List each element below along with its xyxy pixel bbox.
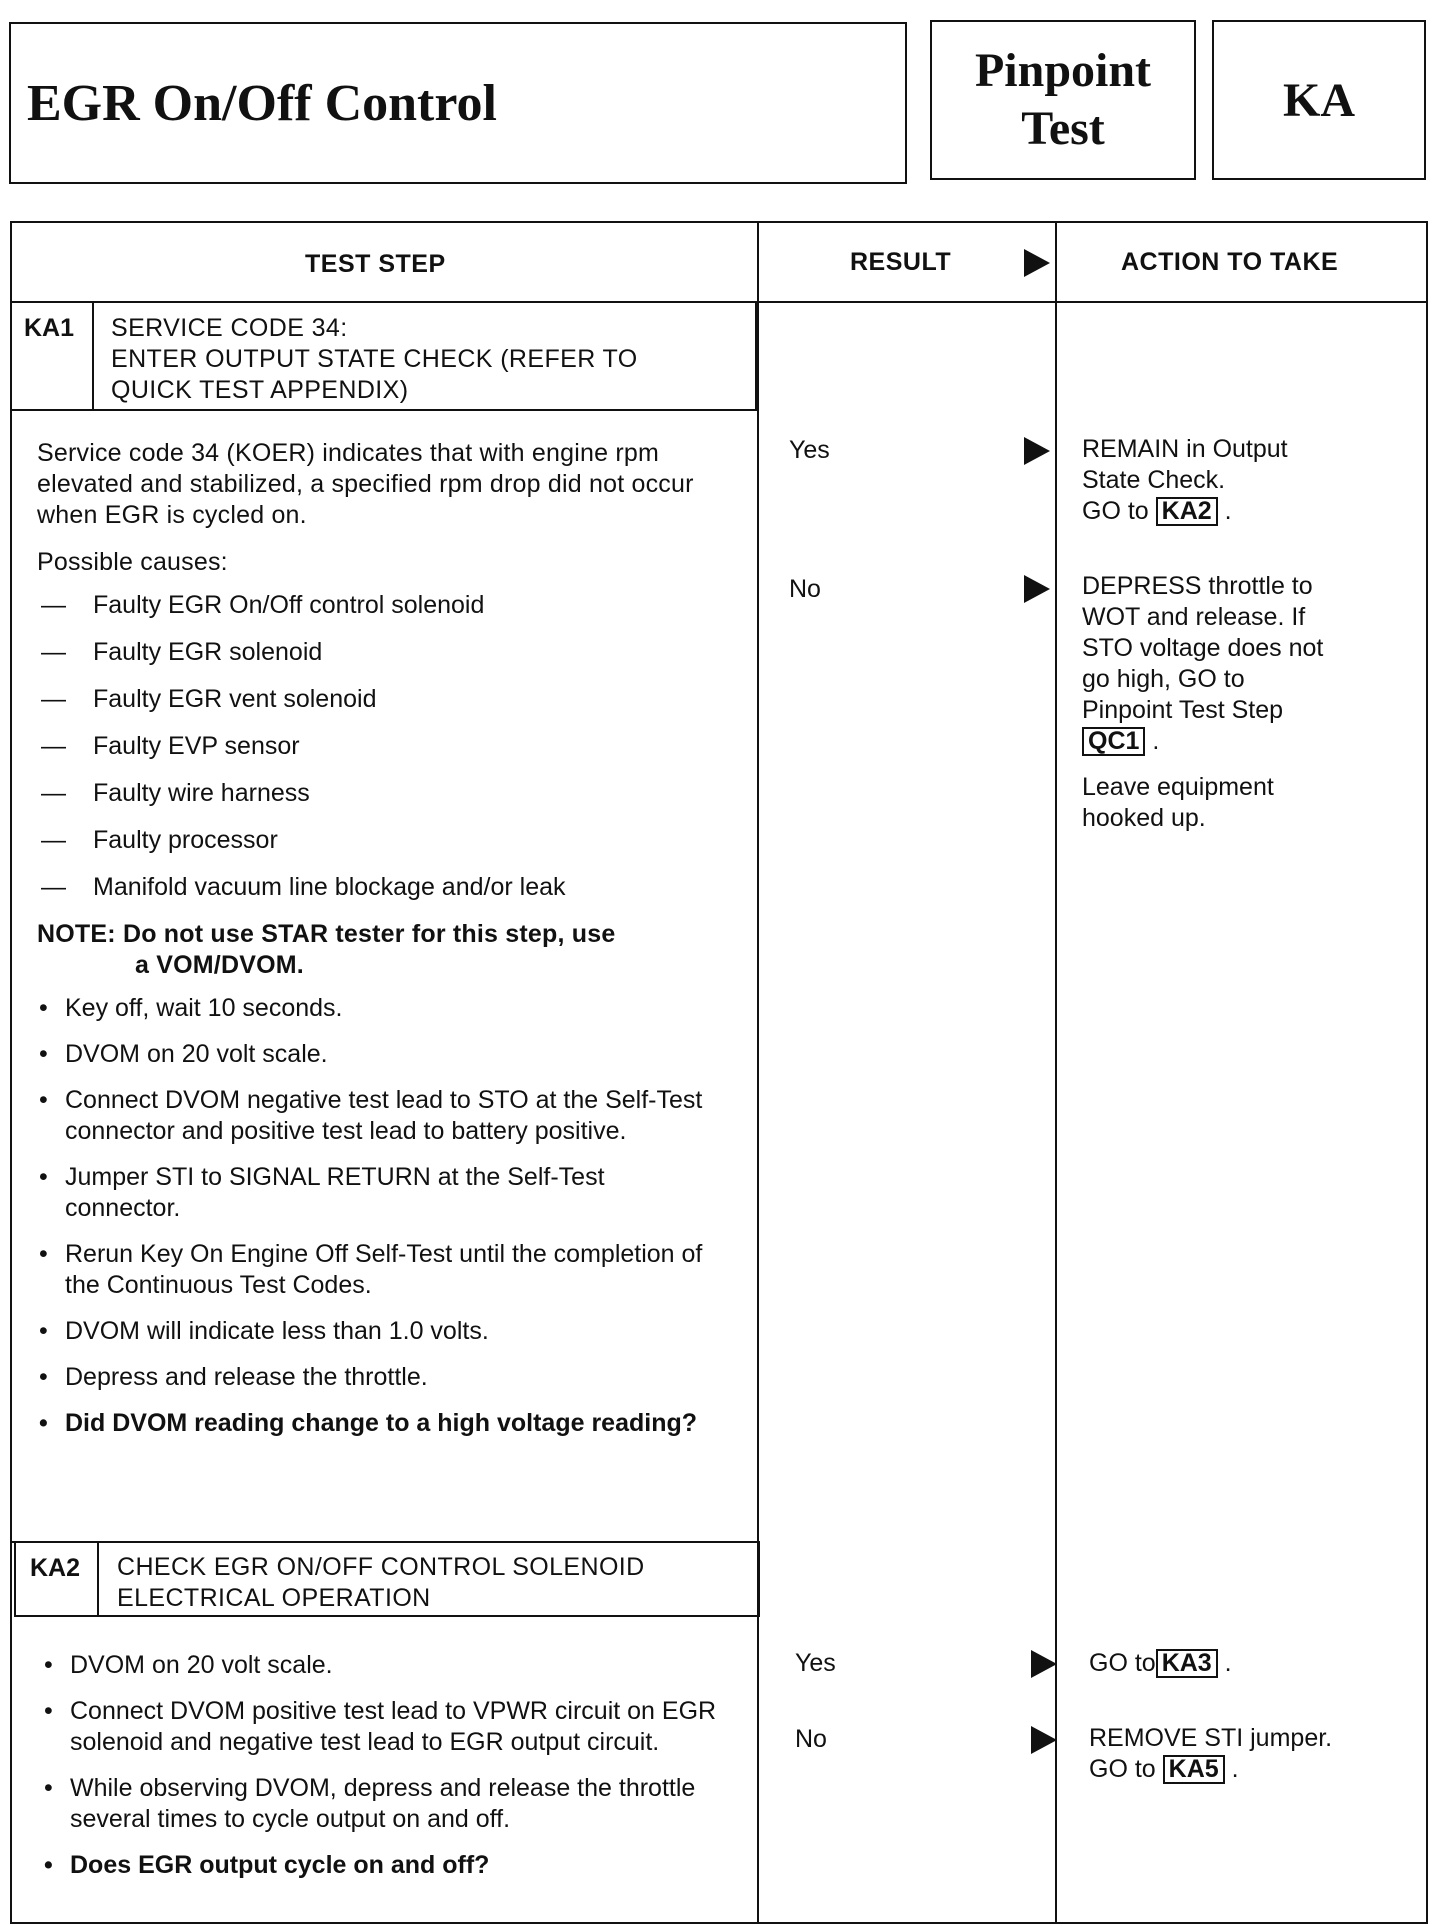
col-action: ACTION TO TAKE <box>1121 248 1339 276</box>
note-label: NOTE: <box>37 920 116 948</box>
pinpoint-test-label <box>930 20 1196 180</box>
ka1-action-no: DEPRESS throttle to WOT and release. If STO voltage does not go high, GO to Pinpoint Test Step QC1 . Leave equipment hooked up. <box>1082 572 1324 832</box>
ref-ka2-link[interactable]: KA2 <box>1156 497 1218 526</box>
column-divider-1 <box>757 221 759 1924</box>
arrow-icon <box>1031 1726 1057 1754</box>
list-item: — Faulty processor <box>37 825 727 856</box>
ka2-action-no: REMOVE STI jumper. GO to KA5 . <box>1089 1724 1333 1783</box>
col-result: RESULT <box>850 248 952 276</box>
ref-qc1-link[interactable]: QC1 <box>1082 727 1145 756</box>
ref-ka3-link[interactable]: KA3 <box>1156 1649 1218 1678</box>
arrow-icon <box>1024 249 1050 277</box>
list-item: — Faulty wire harness <box>37 778 727 809</box>
list-item: • Connect DVOM positive test lead to VPWR circuit on EGR solenoid and negative test lead to EGR output circuit. <box>42 1696 740 1758</box>
ka1-note: NOTE: Do not use STAR tester for this step, use a VOM/DVOM. <box>37 920 616 979</box>
ka1-steps-list <box>37 993 727 1439</box>
ka1-step-title: SERVICE CODE 34: ENTER OUTPUT STATE CHECK (REFER TO QUICK TEST APPENDIX) <box>111 314 638 404</box>
ka1-step-id: KA1 <box>24 314 75 342</box>
ka2-step-id: KA2 <box>30 1554 81 1582</box>
list-item: • Connect DVOM negative test lead to STO at the Self-Test connector and positive test lead to battery positive. <box>37 1085 705 1147</box>
ka1-intro: Service code 34 (KOER) indicates that with engine rpm elevated and stabilized, a specified rpm drop did not occur when EGR is cycled on. <box>37 439 694 529</box>
col-test-step: TEST STEP <box>305 250 446 278</box>
ka1-result-yes: Yes <box>789 436 830 464</box>
ka2-result-yes: Yes <box>795 1649 836 1677</box>
ka2-id-divider <box>97 1543 99 1617</box>
ka1-id-divider <box>92 301 94 411</box>
list-item: • DVOM on 20 volt scale. <box>37 1039 727 1070</box>
list-item: — Faulty EGR solenoid <box>37 637 727 668</box>
list-item: • Rerun Key On Engine Off Self-Test until the completion of the Continuous Test Codes. <box>37 1239 705 1301</box>
ka2-question: • Does EGR output cycle on and off? <box>42 1850 732 1881</box>
list-item: • DVOM on 20 volt scale. <box>42 1650 732 1681</box>
ref-ka5-link[interactable]: KA5 <box>1163 1755 1225 1784</box>
ka2-steps-list <box>42 1650 732 1881</box>
test-code: KA <box>1212 20 1426 180</box>
ka2-body <box>42 1650 732 1896</box>
arrow-icon <box>1024 437 1050 465</box>
list-item: • Key off, wait 10 seconds. <box>37 993 727 1024</box>
ka2-action-yes: GO to KA3 . <box>1089 1649 1232 1677</box>
ka2-step-title: CHECK EGR ON/OFF CONTROL SOLENOID ELECTRICAL OPERATION <box>117 1553 645 1612</box>
list-item: — Manifold vacuum line blockage and/or leak <box>37 872 727 903</box>
ka1-result-no: No <box>789 575 821 603</box>
list-item: • DVOM will indicate less than 1.0 volts. <box>37 1316 727 1347</box>
pinpoint-line1: Pinpoint <box>974 44 1152 97</box>
list-item: — Faulty EVP sensor <box>37 731 727 762</box>
arrow-icon <box>1031 1650 1057 1678</box>
ka1-action-yes: REMAIN in Output State Check. GO to KA2 . <box>1082 435 1288 525</box>
ka1-causes-label: Possible causes: <box>37 548 228 576</box>
list-item: • Jumper STI to SIGNAL RETURN at the Self-Test connector. <box>37 1162 705 1224</box>
ka1-question: • Did DVOM reading change to a high voltage reading? <box>37 1408 705 1439</box>
list-item: — Faulty EGR vent solenoid <box>37 684 727 715</box>
ka1-body <box>37 438 727 1454</box>
list-item: — Faulty EGR On/Off control solenoid <box>37 590 727 621</box>
list-item: • While observing DVOM, depress and release the throttle several times to cycle output on and off. <box>42 1773 740 1835</box>
list-item: • Depress and release the throttle. <box>37 1362 727 1393</box>
arrow-icon <box>1024 575 1050 603</box>
page-title: EGR On/Off Control <box>9 22 907 184</box>
ka1-causes-list <box>37 590 727 903</box>
pinpoint-line2: Test <box>1021 102 1105 155</box>
ka2-result-no: No <box>795 1725 827 1753</box>
